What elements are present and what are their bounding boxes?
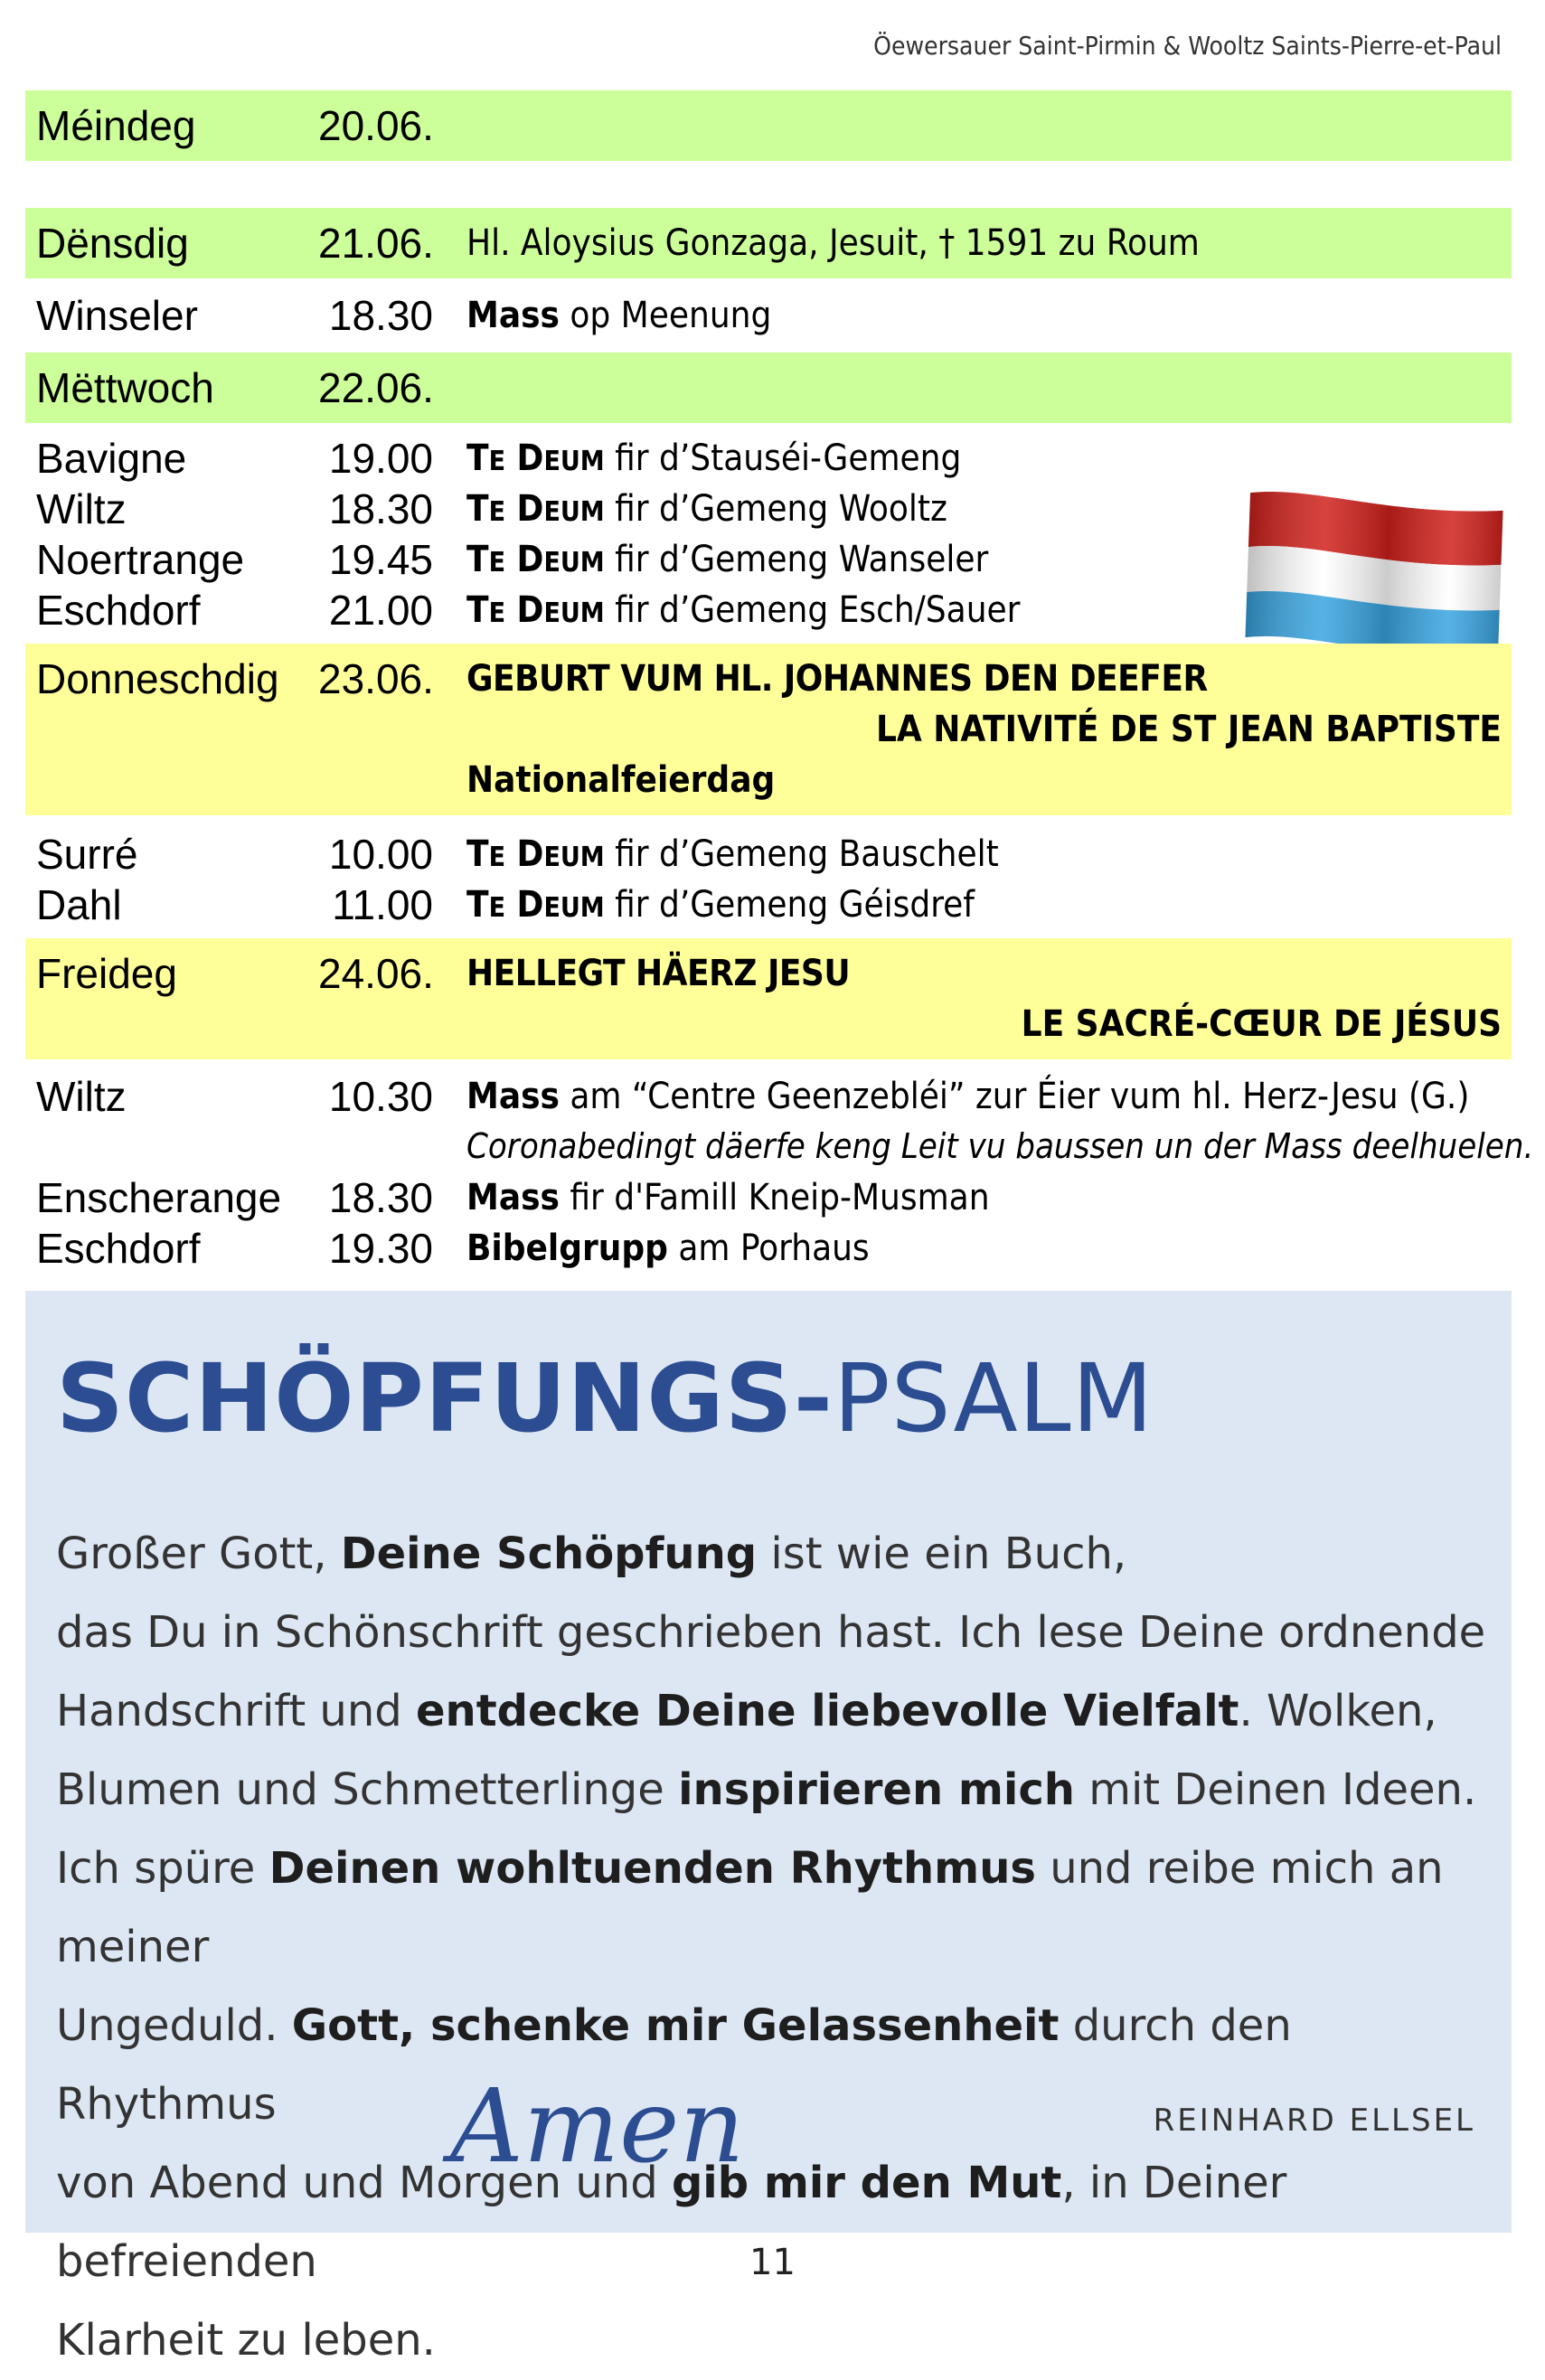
day-row-friday [0, 949, 1545, 1000]
event-type: Mass [466, 1177, 560, 1218]
feast-note-row [0, 756, 1545, 806]
event-detail: fir d’Gemeng Bauschelt [604, 833, 999, 875]
event-description [466, 1076, 1469, 1117]
event-row [0, 1072, 1545, 1123]
event-time: 10.00 [328, 831, 433, 878]
event-time: 10.30 [328, 1073, 433, 1120]
event-place: Winseler [36, 292, 198, 339]
event-time: 19.30 [328, 1225, 433, 1272]
event-time: 21.00 [328, 587, 433, 634]
event-note-row [0, 1123, 1545, 1173]
day-row-monday [0, 101, 1545, 152]
te-deum: TE DEUM [466, 589, 605, 631]
event-type: Bibelgrupp [466, 1228, 668, 1269]
psalm-author: REINHARD ELLSEL [1153, 2102, 1475, 2139]
event-time: 11.00 [332, 881, 433, 928]
event-time: 18.30 [328, 1174, 433, 1221]
event-time: 19.45 [328, 536, 433, 583]
day-date: 20.06. [318, 102, 434, 149]
te-deum: TE DEUM [466, 488, 605, 530]
event-detail: fir d’Gemeng Wooltz [604, 488, 947, 530]
page-header: Öewersauer Saint-Pirmin & Wooltz Saints-Pierre-et-Paul [873, 31, 1502, 61]
day-row-tuesday [0, 219, 1545, 269]
te-deum: TE DEUM [466, 437, 605, 479]
te-deum: TE DEUM [466, 833, 605, 875]
day-label: Donneschdig [36, 655, 279, 702]
luxembourg-flag-icon [1236, 484, 1512, 664]
event-place: Noertrange [36, 536, 245, 583]
day-date: 24.06. [318, 950, 434, 997]
feast-title: GEBURT VUM HL. JOHANNES DEN DEEFER [466, 658, 1208, 700]
day-row-thursday [0, 654, 1545, 705]
day-label: Mëttwoch [36, 364, 214, 411]
psalm-title: SCHÖPFUNGS-PSALM [56, 1343, 1154, 1453]
event-row [0, 830, 1545, 880]
event-place: Eschdorf [36, 587, 201, 634]
feast-title-fr-row [0, 1000, 1545, 1050]
event-type: Mass [466, 1076, 560, 1117]
day-description: Hl. Aloysius Gonzaga, Jesuit, † 1591 zu Roum [466, 222, 1200, 264]
event-description [466, 539, 988, 580]
event-description [466, 437, 961, 479]
day-label: Dënsdig [36, 220, 189, 267]
event-detail: fir d’Stauséi-Gemeng [604, 437, 962, 479]
page-number: 11 [749, 2242, 796, 2283]
event-row [0, 1173, 1545, 1224]
event-description [466, 1177, 990, 1218]
event-detail: am “Centre Geenzebléi” zur Éier vum hl. Herz-Jesu (G.) [559, 1076, 1470, 1117]
feast-title-fr-row [0, 705, 1545, 756]
feast-title-fr: LA NATIVITÉ DE ST JEAN BAPTISTE [875, 709, 1502, 750]
event-row [0, 880, 1545, 931]
day-label: Freideg [36, 950, 177, 997]
event-description [466, 295, 771, 336]
event-description [466, 833, 999, 875]
event-row [0, 1224, 1545, 1275]
event-time: 19.00 [328, 435, 433, 482]
event-detail: fir d’Gemeng Wanseler [604, 539, 989, 580]
event-description [466, 1228, 870, 1269]
event-detail: op Meenung [559, 295, 772, 336]
event-time: 18.30 [328, 485, 433, 532]
day-date: 21.06. [318, 220, 434, 267]
event-detail: fir d’Gemeng Géisdref [604, 884, 975, 926]
event-description [466, 589, 1020, 631]
event-type: Mass [466, 295, 560, 336]
feast-title-fr: LE SACRÉ-CŒUR DE JÉSUS [1021, 1003, 1502, 1045]
event-detail: am Porhaus [667, 1228, 870, 1269]
amen-signature: Amen [450, 2068, 745, 2186]
te-deum: TE DEUM [466, 539, 605, 580]
event-place: Wiltz [36, 485, 127, 532]
event-detail: fir d'Famill Kneip-Musman [559, 1177, 990, 1218]
te-deum: TE DEUM [466, 884, 605, 926]
event-row [0, 434, 1545, 484]
event-note: Coronabedingt däerfe keng Leit vu baussen un der Mass deelhuelen. [466, 1126, 1534, 1166]
feast-title: HELLEGT HÄERZ JESU [466, 953, 851, 994]
event-detail: fir d’Gemeng Esch/Sauer [604, 589, 1021, 631]
event-row [0, 291, 1545, 342]
day-label: Méindeg [36, 102, 196, 149]
day-row-wednesday [0, 363, 1545, 414]
day-date: 23.06. [318, 655, 434, 702]
psalm-text: Großer Gott, Deine Schöpfung ist wie ein Buch, das Du in Schönschrift geschrieben hast. Ich lese Deine ordnende Handschrift und entdecke Deine liebevolle Vielfalt. Wolken, Blumen und Schmetterlinge inspirieren mich mit Deinen Ideen. Ich spüre Deinen wohltuenden Rhythmus und reibe mich an meiner Ungeduld. Gott, schenke mir Gelassenheit durch den Rhythmus von Abend und Morgen und gib mir den Mut, in Deiner befreienden Klarheit zu leben. [56, 1529, 1486, 2366]
event-place: Dahl [36, 881, 122, 928]
event-place: Wiltz [36, 1073, 127, 1120]
event-description [466, 884, 975, 926]
feast-note: Nationalfeierdag [466, 759, 776, 801]
event-description [466, 488, 947, 530]
event-time: 18.30 [328, 292, 433, 339]
event-place: Eschdorf [36, 1225, 201, 1272]
event-place: Enscherange [36, 1174, 282, 1221]
event-place: Bavigne [36, 435, 187, 482]
event-place: Surré [36, 831, 138, 878]
day-date: 22.06. [318, 364, 434, 411]
